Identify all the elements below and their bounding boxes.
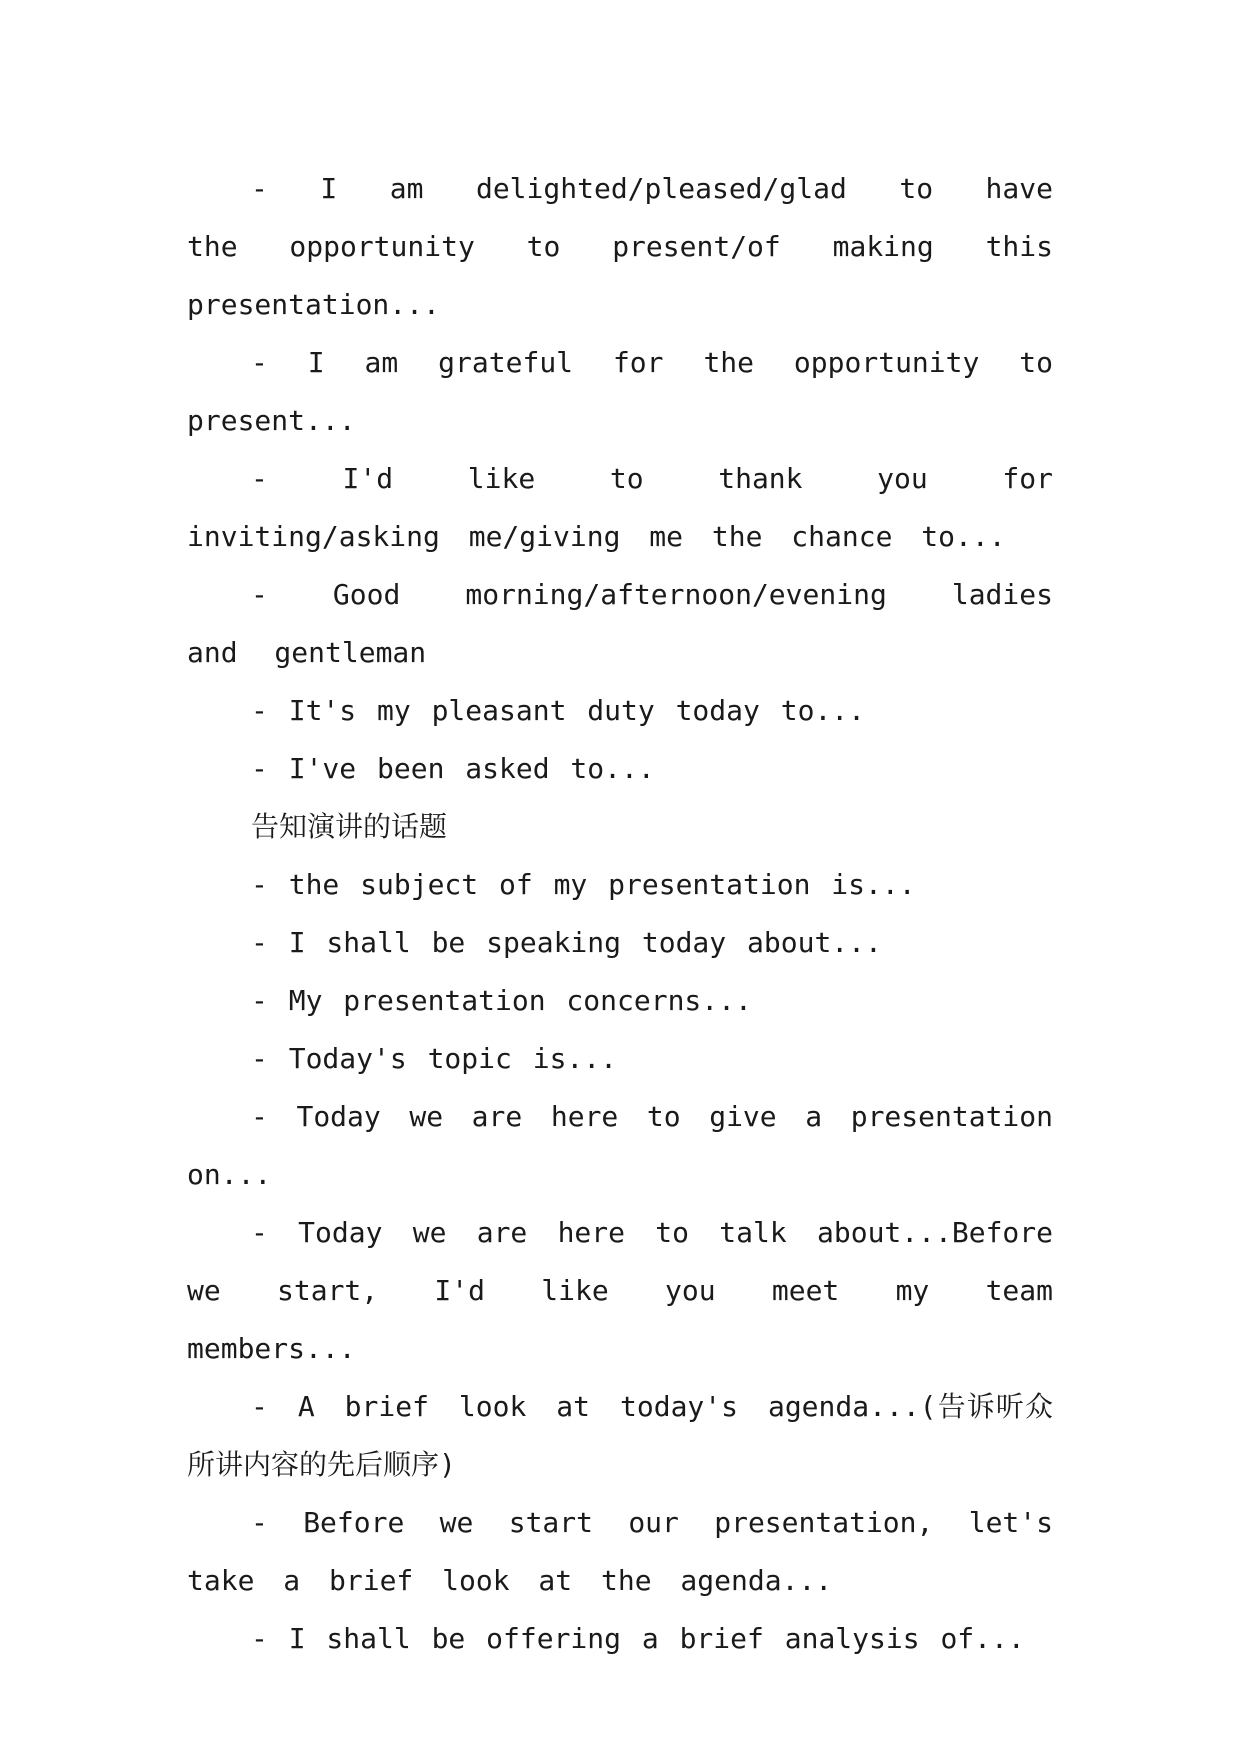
paragraph-talk-about-team: - Today we are here to talk about...Before we start, I'd like you meet my team members... — [187, 1216, 1053, 1365]
document-body — [187, 160, 1053, 1668]
paragraph-presentation-concerns: - My presentation concerns... — [251, 984, 752, 1017]
paragraph-speaking-today-about: - I shall be speaking today about... — [251, 926, 882, 959]
paragraph-todays-topic: - Today's topic is... — [251, 1042, 618, 1075]
paragraph-thank-you-for-inviting: - I'd like to thank you for inviting/asking me/giving me the chance to... — [187, 462, 1053, 553]
paragraph-before-we-start: - Before we start our presentation, let's take a brief look at the agenda... — [187, 1506, 1053, 1597]
paragraph-grateful-for-opportunity: - I am grateful for the opportunity to present... — [187, 346, 1053, 437]
paragraph-good-morning: - Good morning/afternoon/evening ladies and gentleman — [187, 578, 1053, 669]
paragraph-give-presentation-on: - Today we are here to give a presentation on... — [187, 1100, 1053, 1191]
paragraph-delighted-to-present: - I am delighted/pleased/glad to have the opportunity to present/of making this presentation... — [187, 172, 1053, 321]
paragraph-been-asked: - I've been asked to... — [251, 752, 655, 785]
paragraph-brief-look-agenda: - A brief look at today's agenda...(告诉听众所讲内容的先后顺序) — [187, 1390, 1053, 1481]
paragraph-subject-of-presentation: - the subject of my presentation is... — [251, 868, 916, 901]
section-heading-topic: 告知演讲的话题 — [251, 810, 448, 843]
paragraph-brief-analysis: - I shall be offering a brief analysis of... — [251, 1622, 1025, 1655]
paragraph-pleasant-duty: - It's my pleasant duty today to... — [251, 694, 866, 727]
